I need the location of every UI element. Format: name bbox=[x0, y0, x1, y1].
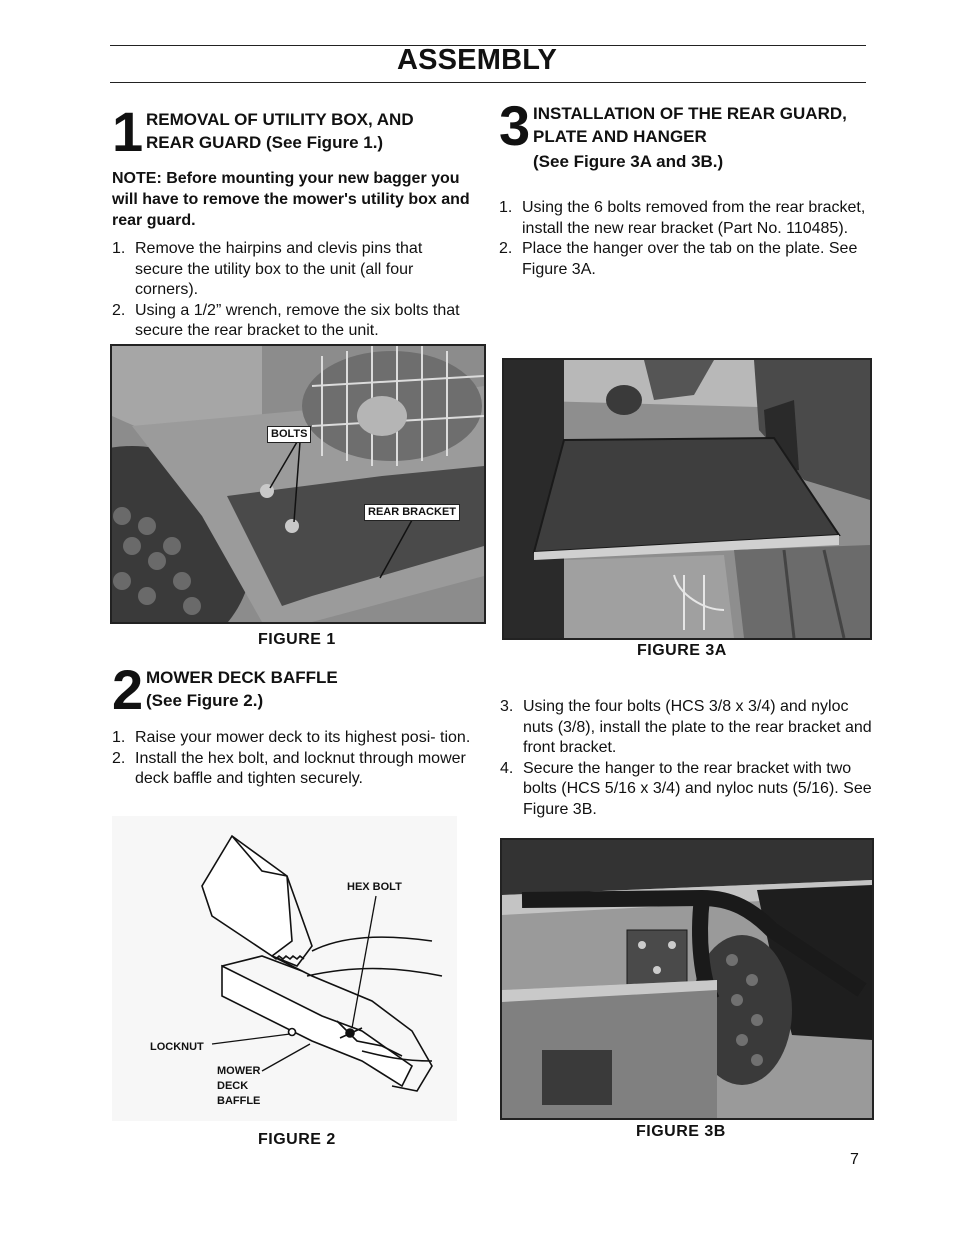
callout-bolts: BOLTS bbox=[267, 426, 311, 443]
list-item: 2. Install the hex bolt, and locknut through mower deck baffle and tighten securely. bbox=[112, 749, 466, 787]
step-3-title-line-2: PLATE AND HANGER bbox=[533, 127, 707, 146]
step-1-number: 1 bbox=[112, 100, 142, 163]
step-1-list bbox=[112, 239, 474, 342]
figure-1-photo bbox=[110, 344, 486, 624]
step-3-continued bbox=[500, 697, 872, 820]
list-item: 1. Remove the hairpins and clevis pins that secure the utility box to the unit (all four corners). bbox=[112, 240, 423, 298]
step-1-heading bbox=[112, 100, 474, 168]
figure-1-caption: FIGURE 1 bbox=[258, 631, 336, 648]
figure-3a-illustration bbox=[504, 360, 870, 638]
figure-3b-illustration bbox=[502, 840, 872, 1118]
figure-2-illustration bbox=[112, 816, 457, 1121]
step-3-title-line-3: (See Figure 3A and 3B.) bbox=[533, 152, 724, 171]
figure-3a-photo bbox=[502, 358, 872, 640]
page-title: ASSEMBLY bbox=[396, 44, 558, 76]
step-2-list bbox=[112, 728, 474, 790]
step-2-number: 2 bbox=[112, 658, 142, 721]
step-2-section bbox=[112, 658, 474, 790]
figure-2-caption: FIGURE 2 bbox=[258, 1131, 336, 1148]
step-1-title-line-2: REAR GUARD (See Figure 1.) bbox=[146, 133, 384, 152]
step-3-number: 3 bbox=[499, 94, 529, 157]
step-3-title bbox=[533, 102, 847, 173]
step-2-heading bbox=[112, 658, 474, 726]
list-item: 2. Place the hanger over the tab on the plate. See Figure 3A. bbox=[499, 240, 858, 278]
callout-rear-bracket: REAR BRACKET bbox=[364, 504, 460, 521]
step-2-title-line-1: MOWER DECK BAFFLE bbox=[146, 668, 338, 687]
step-3-list-b bbox=[500, 697, 872, 820]
step-3-section bbox=[499, 94, 881, 280]
list-item: 2. Using a 1/2” wrench, remove the six bolts that secure the rear bracket to the unit. bbox=[112, 301, 460, 339]
step-1-title-line-1: REMOVAL OF UTILITY BOX, AND bbox=[146, 110, 414, 129]
list-item: 3. Using the four bolts (HCS 3/8 x 3/4) and nyloc nuts (3/8), install the plate to the rear bracket and front bracket. bbox=[500, 698, 872, 756]
figure-1-illustration bbox=[112, 346, 484, 622]
list-item: 1. Using the 6 bolts removed from the rear bracket, install the new rear bracket (Part No. 110485). bbox=[499, 199, 866, 237]
step-3-title-line-1: INSTALLATION OF THE REAR GUARD, bbox=[533, 104, 847, 123]
figure-2-diagram bbox=[112, 816, 457, 1121]
step-3-list-a bbox=[499, 198, 871, 280]
page-number: 7 bbox=[850, 1151, 859, 1168]
title-underline bbox=[110, 82, 866, 83]
step-1-note: NOTE: Before mounting your new bagger you will have to remove the mower's utility box and rear guard. bbox=[112, 170, 470, 229]
list-item: 1. Raise your mower deck to its highest posi- tion. bbox=[112, 729, 471, 746]
step-2-title bbox=[146, 666, 338, 712]
step-1-title bbox=[146, 108, 414, 154]
label-hex-bolt: HEX BOLT bbox=[347, 881, 402, 893]
list-item: 4. Secure the hanger to the rear bracket with two bolts (HCS 5/16 x 3/4) and nyloc nuts (5/16). See Figure 3B. bbox=[500, 759, 872, 818]
step-2-title-line-2: (See Figure 2.) bbox=[146, 691, 264, 710]
figure-3b-photo bbox=[500, 838, 874, 1120]
label-locknut: LOCKNUT bbox=[150, 1041, 204, 1053]
step-3-heading bbox=[499, 94, 881, 194]
figure-3b-caption: FIGURE 3B bbox=[636, 1123, 726, 1140]
step-1-section bbox=[112, 100, 474, 342]
figure-3a-caption: FIGURE 3A bbox=[637, 642, 727, 659]
label-mower-deck-baffle: MOWER DECK BAFFLE bbox=[217, 1065, 261, 1107]
